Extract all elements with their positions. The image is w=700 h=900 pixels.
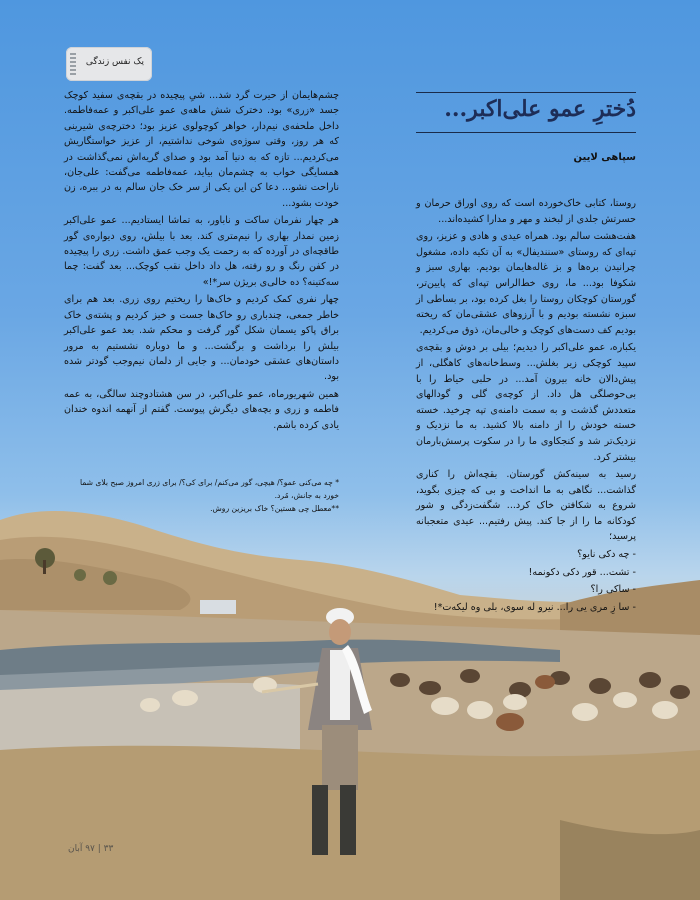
section-tab-label: یک نفس زندگی xyxy=(85,57,144,67)
right-column xyxy=(416,196,636,617)
footnote: **معطل چی هستین؟ خاک بریزین روش. xyxy=(210,504,339,513)
paragraph: چشم‌هایمان از حیرت گرد شد... شیِ پیچیده در بقچه‌ی سفید کوچک جسد «زری» بود. دخترک شش ماهه‌ی عمو علی‌اکبر و عمه‌فاطمه. داخل ملحفه‌ی نیم‌دار، خواهر کوچولوی عزیز بود؛ دخترچه‌ی شیرینی که هر روز، وقتی سوژه‌ی شوخی نداشتیم، از عزیز خواستگاریش می‌کردیم... تازه که به دنیا آمد بود و صدای گریه‌اش نمی‌گذاشت در همسایگی خواب به چشم‌مان بیاید، عمه‌فاطمه می‌گفت: علی‌جان، ناراحت نشو... دعا کن این یکی از سر خک جان سالم به در ببره، زن خودت بشود... xyxy=(64,90,339,209)
article-title: دُخترِ عمو علی‌اکبر... xyxy=(444,96,636,122)
footnotes xyxy=(64,476,339,515)
left-column xyxy=(64,88,339,435)
paragraph: رسید به سینه‌کش گورستان. بقچه‌اش را کناری گذاشت... نگاهی به ما انداخت و بی که چیزی بگوید، شروع به شکافتن خاک کرد... شگفت‌زدگی و شور کودکانه ما را از جا کند. پیش رفتیم... عیدی متعجبانه پرسید؛ xyxy=(416,469,636,543)
dialogue-line: - چه دکی نایو؟ xyxy=(577,549,636,561)
tab-stripes xyxy=(70,53,76,75)
dialogue-line: - سا زِ مری یی را... نیرو له سوی، بلی وه لیکه‌ت*! xyxy=(433,601,636,613)
paragraph: هر چهار نفرمان ساکت و ناباور، به تماشا ایستادیم... عمو علی‌اکبر زمین نمدار بهاری را نیم‌متری کند. بعد با بیلش، روی دیواره‌ی گور طاقچه‌ای در آورده که به زحمت یک وجب عمق داشت. زری را پیچیده در کفن رنگ و رو رفته، هل داد داخل نقب کوچک... بعد گفت: چما سه‌کتینه؟ ده خالی‌ی بریژن سر*!» xyxy=(64,215,339,288)
title-rule-bottom xyxy=(416,132,636,133)
footnote: * چه می‌کنی عمو؟/ هیچی، گور می‌کنم/ برای کی؟/ برای زری امروز صبح بلای شما خورد به جانش، مُرد. xyxy=(79,478,339,500)
paragraph: چهار نفری کمک کردیم و خاک‌ها را ریختیم روی زری. بعد هم برای خاطر جمعی، چندباری رو خاک‌ها جست و خیز کردیم و پشته‌ی خاک براق پاکو یسمان شکل گور گرفت و محکم شد. بعد عمو علی‌اکبر بیلش را برداشت و برگشت... و ما دوباره نشستیم به مرور داستان‌های عشقی خودمان... و جایی از دلمان نیم‌وجب گودتر شده بود. xyxy=(64,294,339,383)
section-tab xyxy=(66,47,152,81)
page-number: ۳۳ | ۹۷ آبان xyxy=(68,844,114,854)
title-rule-top xyxy=(416,92,636,93)
paragraph: هفت‌هشت سالم بود. همراه عیدی و هادی و عزیز، روی تپه‌ای که روستای «سنندیفال» به آن تکیه داده، مشغول چرانیدن بره‌ها و بز غاله‌هایمان بودیم. بهاری سبز و شکوفا بود... ما، روی خط‌الراس تپه‌ای که پایین‌تر، گورستان کوچکان روستا را بغل کرده بود، بر بساطی از سبزه نشسته بودیم و با آرزوهای عشقی‌مان که ریخته بودیم کف دست‌های کوچک و خالی‌مان، ذوق می‌کردیم. xyxy=(416,231,636,336)
paragraph: یکباره، عمو علی‌اکبر را دیدیم؛ بیلی بر دوش و بقچه‌ی سپید کوچکی زیر بغلش... وسط‌خانه‌های کاهگلی، از پیش‌دالان خانه بیرون آمد... در حلبی حیاط را با بی‌حوصلگی هل داد. از کوچه‌ی گلی و گودالهای متعددش گذشت و به سمت دامنه‌ی تپه چرخید. خسته خسته خودش را از دامنه بالا کشید. به ما نزدیک و نزدیک‌تر شد و کنجکاوی ما را در سکوت پرسش‌بارمان بیشتر کرد. xyxy=(416,342,636,463)
paragraph: روستا، کتابی خاک‌خورده است که روی اوراق حرمان و حسرتش جلدی از لبخند و مهر و مدارا کشیده‌اند... xyxy=(416,198,636,225)
dialogue-line: - ساکی را؟ xyxy=(590,584,636,596)
paragraph: همین شهریورماه، عمو علی‌اکبر، در سن هشتادوچند سالگی، به عمه فاطمه و زری و بچه‌های دیگرش پیوست. گفتم از آنهمه اندوه خندان یادی کرده باشم. xyxy=(64,388,339,431)
article-author: سپاهی لایین xyxy=(573,152,636,163)
dialogue-line: - تشت... قور دکی دکونمه! xyxy=(528,566,636,578)
